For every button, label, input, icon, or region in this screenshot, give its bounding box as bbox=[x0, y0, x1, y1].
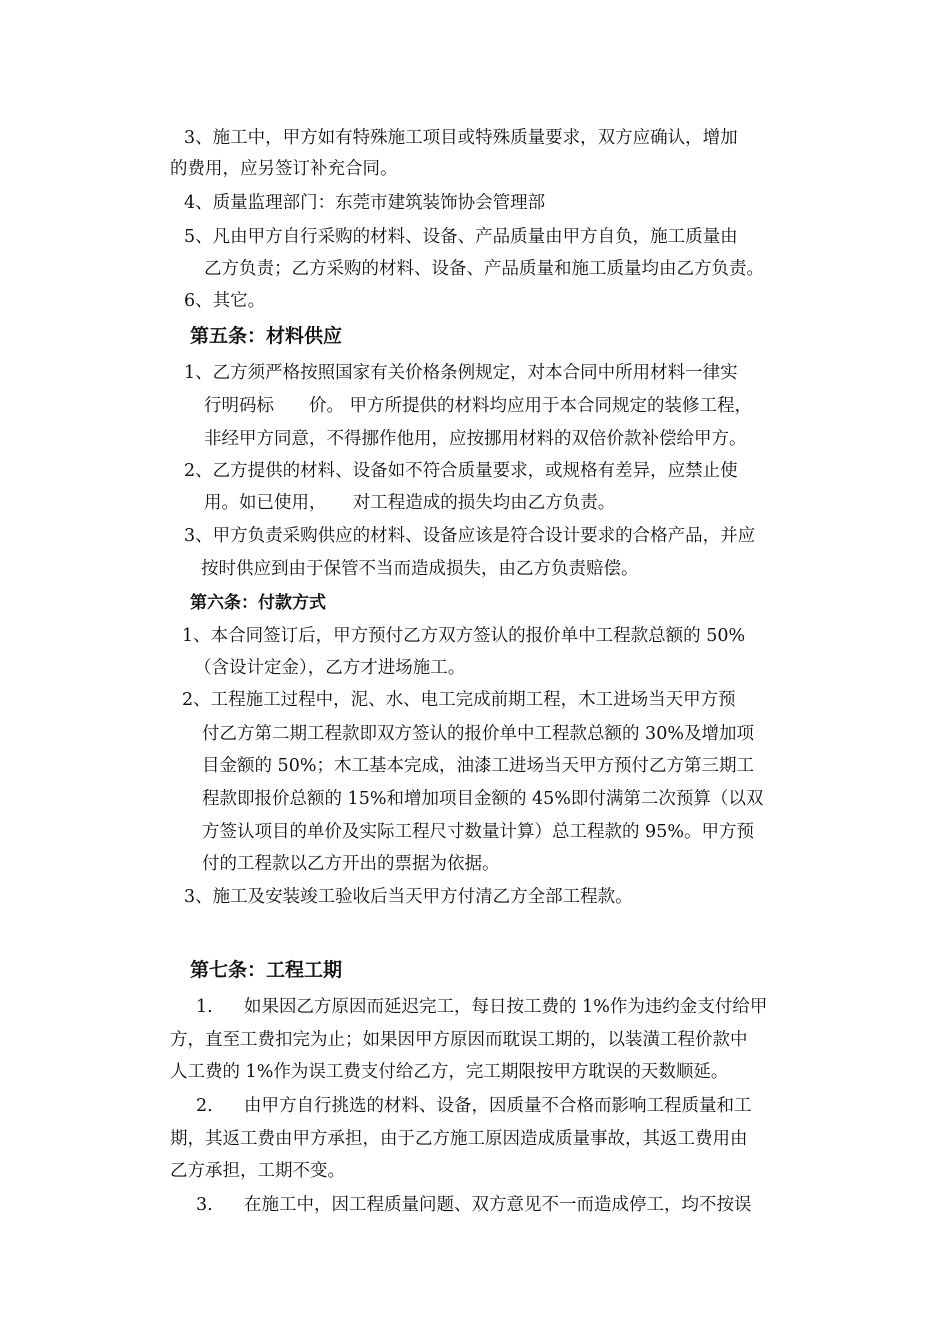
clause-5-2-line-1: 2、乙方提供的材料、设备如不符合质量要求，或规格有差异，应禁止使 bbox=[184, 461, 738, 481]
clause-4-3-line-2: 的费用，应另签订补充合同。 bbox=[170, 159, 398, 179]
clause-7-2-line-3: 乙方承担，工期不变。 bbox=[170, 1161, 345, 1181]
section-5-title: 第五条：材料供应 bbox=[190, 325, 343, 347]
clause-6-2-line-5: 方签认项目的单价及实际工程尺寸数量计算）总工程款的 95%。甲方预 bbox=[202, 822, 754, 842]
clause-4-5-line-1: 5、凡由甲方自行采购的材料、设备、产品质量由甲方自负，施工质量由 bbox=[184, 227, 738, 247]
clause-6-1-line-1: 1、本合同签订后，甲方预付乙方双方签认的报价单中工程款总额的 50% bbox=[182, 626, 746, 646]
clause-6-2-line-6: 付的工程款以乙方开出的票据为依据。 bbox=[202, 854, 500, 874]
clause-7-2-line-2: 期，其返工费由甲方承担，由于乙方施工原因造成质量事故，其返工费用由 bbox=[170, 1129, 748, 1149]
clause-5-3-line-1: 3、甲方负责采购供应的材料、设备应该是符合设计要求的合格产品，并应 bbox=[184, 526, 756, 546]
clause-4-5-line-2: 乙方负责；乙方采购的材料、设备、产品质量和施工质量均由乙方负责。 bbox=[204, 259, 764, 279]
clause-4-6: 6、其它。 bbox=[184, 291, 266, 311]
clause-6-3: 3、施工及安装竣工验收后当天甲方付清乙方全部工程款。 bbox=[184, 887, 633, 907]
clause-7-3-number: 3. bbox=[196, 1195, 213, 1215]
clause-7-3-line-1: 在施工中，因工程质量问题、双方意见不一而造成停工，均不按误 bbox=[244, 1195, 752, 1215]
clause-6-2-line-3: 目金额的 50%；木工基本完成，油漆工进场当天甲方预付乙方第三期工 bbox=[202, 756, 754, 776]
clause-5-1-line-2: 行明码标 价。 甲方所提供的材料均应用于本合同规定的装修工程， bbox=[204, 396, 753, 416]
section-6-title: 第六条：付款方式 bbox=[190, 593, 326, 613]
clause-7-1-line-3: 人工费的 1%作为误工费支付给乙方，完工期限按甲方耽误的天数顺延。 bbox=[170, 1062, 729, 1082]
clause-7-1-number: 1. bbox=[196, 997, 213, 1017]
clause-4-3-line-1: 3、施工中，甲方如有特殊施工项目或特殊质量要求，双方应确认，增加 bbox=[184, 128, 738, 148]
clause-4-4: 4、质量监理部门：东莞市建筑装饰协会管理部 bbox=[184, 193, 546, 213]
clause-6-2-line-4: 程款即报价总额的 15%和增加项目金额的 45%即付满第二次预算（以双 bbox=[202, 789, 764, 809]
clause-5-2-line-2: 用。如已使用， 对工程造成的损失均由乙方负责。 bbox=[204, 493, 616, 513]
clause-6-2-line-1: 2、工程施工过程中，泥、水、电工完成前期工程，木工进场当天甲方预 bbox=[182, 690, 736, 710]
clause-7-1-line-1: 如果因乙方原因而延迟完工，每日按工费的 1%作为违约金支付给甲 bbox=[244, 997, 768, 1017]
clause-7-2-line-1: 由甲方自行挑选的材料、设备，因质量不合格而影响工程质量和工 bbox=[244, 1096, 752, 1116]
clause-6-1-line-2: （含设计定金），乙方才进场施工。 bbox=[194, 658, 466, 678]
clause-5-1-line-1: 1、乙方须严格按照国家有关价格条例规定，对本合同中所用材料一律实 bbox=[184, 363, 738, 383]
clause-7-2-number: 2. bbox=[196, 1096, 213, 1116]
clause-5-1-line-3: 非经甲方同意，不得挪作他用，应按挪用材料的双倍价款补偿给甲方。 bbox=[204, 429, 747, 449]
clause-7-1-line-2: 方，直至工费扣完为止；如果因甲方原因而耽误工期的，以装潢工程价款中 bbox=[170, 1030, 748, 1050]
clause-5-3-line-2: 按时供应到由于保管不当而造成损失，由乙方负责赔偿。 bbox=[201, 559, 639, 579]
section-7-title: 第七条：工程工期 bbox=[190, 959, 343, 981]
clause-6-2-line-2: 付乙方第二期工程款即双方签认的报价单中工程款总额的 30%及增加项 bbox=[202, 724, 754, 744]
